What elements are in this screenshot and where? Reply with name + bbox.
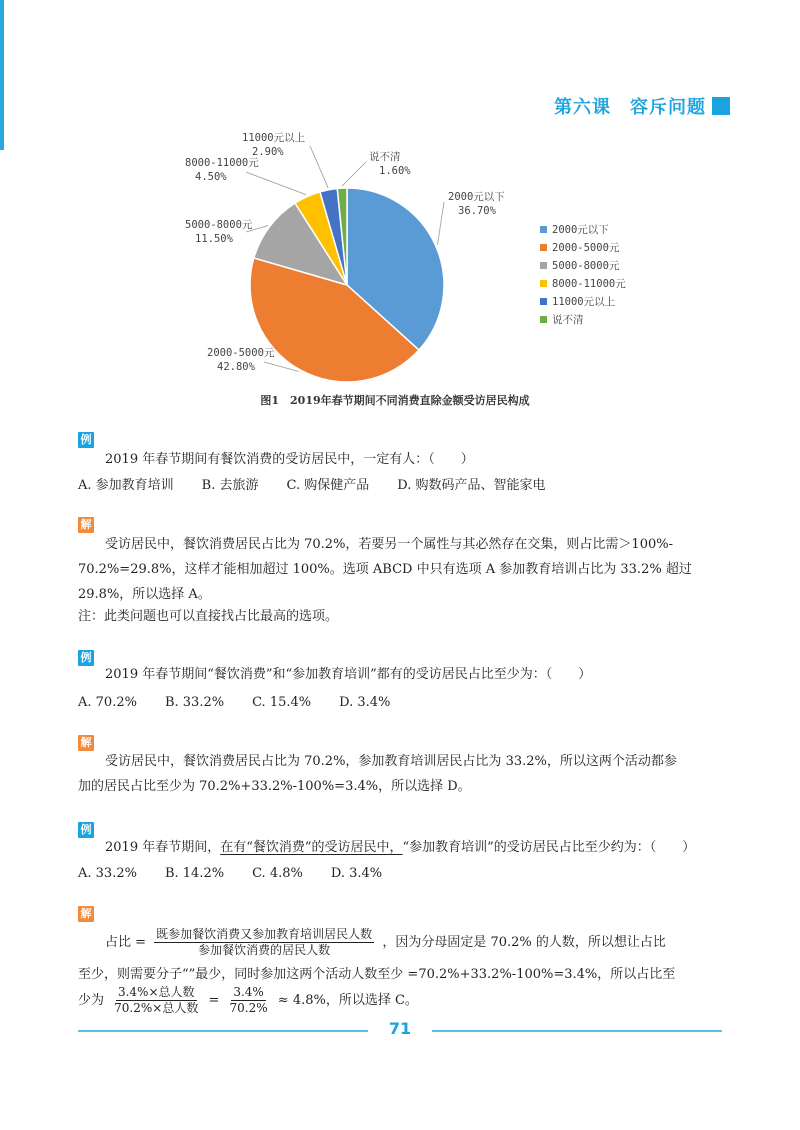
question-2: 2019 年春节期间“餐饮消费”和“参加教育培训”都有的受访居民占比至少为：（ ） bbox=[105, 667, 592, 682]
question-3 bbox=[105, 838, 730, 858]
example-tag: 例 bbox=[78, 432, 94, 448]
legend-swatch bbox=[540, 280, 547, 287]
leader-line bbox=[310, 146, 328, 188]
slice-label-value: 2.90% bbox=[252, 146, 284, 158]
question-2-options bbox=[78, 693, 728, 713]
slice-label-value: 1.60% bbox=[379, 165, 411, 177]
legend-label: 8000-11000元 bbox=[552, 278, 626, 290]
solution-2-line-1: 受访居民中，餐饮消费居民占比为 70.2%，参加教育培训居民占比为 33.2%，所以这两个活动都参 bbox=[105, 754, 677, 769]
pie-chart-figure bbox=[160, 130, 630, 420]
legend-swatch bbox=[540, 226, 547, 233]
legend-swatch bbox=[540, 244, 547, 251]
option-d: D. 3.4% bbox=[330, 866, 383, 881]
header-square-icon bbox=[712, 97, 730, 115]
solution-tag: 解 bbox=[78, 517, 94, 533]
leader-line bbox=[342, 162, 366, 186]
slice-label-name: 5000-8000元 bbox=[185, 219, 253, 231]
legend-swatch bbox=[540, 316, 547, 323]
solution-3-text: ，因为分母固定是 70.2% 的人数，所以想让占比 bbox=[382, 935, 666, 950]
fraction-3 bbox=[228, 985, 270, 1016]
example-tag: 例 bbox=[78, 822, 94, 838]
fraction-2 bbox=[112, 985, 200, 1016]
slice-label-value: 36.70% bbox=[458, 205, 496, 217]
legend-swatch bbox=[540, 298, 547, 305]
solution-3-line-2: 至少，则需要分子“”最少，同时参加这两个活动人数至少 =70.2%+33.2%-100%=3.4%，所以占比至 bbox=[78, 967, 676, 982]
legend-label: 2000-5000元 bbox=[552, 242, 620, 254]
fraction-denominator: 70.2%×总人数 bbox=[114, 1001, 199, 1015]
leader-line bbox=[246, 172, 306, 195]
legend-label: 5000-8000元 bbox=[552, 260, 620, 272]
option-b: B. 33.2% bbox=[164, 695, 225, 710]
solution-2-line-2: 加的居民占比至少为 70.2%+33.2%-100%=3.4%，所以选择 D。 bbox=[78, 779, 471, 794]
option-a: A. 参加教育培训 bbox=[78, 478, 174, 493]
legend-swatch bbox=[540, 262, 547, 269]
solution-3-suffix: ≈ 4.8%，所以选择 C。 bbox=[277, 993, 418, 1008]
option-b: B. 去旅游 bbox=[201, 478, 259, 493]
fraction-denominator: 参加餐饮消费的居民人数 bbox=[198, 943, 331, 957]
solution-1-line-1: 受访居民中，餐饮消费居民占比为 70.2%，若要另一个属性与其必然存在交集，则占比需＞100%- bbox=[105, 537, 673, 552]
solution-1-line-3: 29.8%，所以选择 A。 bbox=[78, 587, 211, 602]
left-edge-bar bbox=[0, 0, 4, 150]
leader-line bbox=[437, 202, 444, 245]
pie-chart bbox=[160, 130, 630, 390]
question-1-options bbox=[78, 476, 728, 496]
chart-caption: 图1 2019年春节期间不同消费直除金额受访居民构成 bbox=[260, 394, 530, 407]
slice-label-name: 2000-5000元 bbox=[207, 347, 275, 359]
footer-rule-left bbox=[78, 1030, 368, 1032]
solution-tag: 解 bbox=[78, 906, 94, 922]
question-3-options bbox=[78, 864, 728, 884]
option-a: A. 33.2% bbox=[78, 866, 137, 881]
option-c: C. 15.4% bbox=[252, 695, 312, 710]
ratio-label: 占比 = bbox=[105, 935, 147, 950]
option-d: D. 3.4% bbox=[339, 695, 391, 710]
question-3-prefix: 2019 年春节期间， bbox=[105, 840, 221, 855]
slice-label-value: 42.80% bbox=[217, 361, 255, 373]
footer-rule-right bbox=[432, 1030, 722, 1032]
slice-label-value: 4.50% bbox=[195, 171, 227, 183]
legend-label: 11000元以上 bbox=[552, 296, 616, 308]
option-c: C. 购保健产品 bbox=[286, 478, 370, 493]
slice-label-name: 说不清 bbox=[369, 151, 401, 163]
legend-label: 2000元以下 bbox=[552, 224, 609, 236]
fraction-numerator: 3.4% bbox=[233, 985, 264, 999]
option-a: A. 70.2% bbox=[78, 695, 137, 710]
slice-label-value: 11.50% bbox=[195, 233, 233, 245]
slice-label-name: 2000元以下 bbox=[448, 191, 505, 203]
solution-3-line-1 bbox=[105, 925, 730, 961]
solution-tag: 解 bbox=[78, 735, 94, 751]
fraction-numerator: 既参加餐饮消费又参加教育培训居民人数 bbox=[156, 927, 373, 941]
question-3-suffix: “参加教育培训”的受访居民占比至少约为：（ ） bbox=[402, 840, 696, 855]
question-3-underlined: 在有“餐饮消费”的受访居民中， bbox=[220, 840, 403, 855]
slice-label-name: 8000-11000元 bbox=[185, 157, 259, 169]
fraction-numerator: 3.4%×总人数 bbox=[117, 985, 195, 999]
fraction-denominator: 70.2% bbox=[229, 1001, 268, 1015]
solution-1-line-2: 70.2%=29.8%，这样才能相加超过 100%。选项 ABCD 中只有选项 A 参加教育培训占比为 33.2% 超过 bbox=[78, 562, 692, 577]
slice-label-name: 11000元以上 bbox=[242, 132, 306, 144]
equals-sign: = bbox=[208, 993, 220, 1008]
solution-1-note: 注：此类问题也可以直接找占比最高的选项。 bbox=[78, 609, 339, 624]
chapter-title: 第六课 容斥问题 bbox=[554, 97, 706, 118]
solution-3-line-3 bbox=[78, 983, 728, 1019]
example-tag: 例 bbox=[78, 650, 94, 666]
page-number: 71 bbox=[388, 1019, 412, 1038]
option-b: B. 14.2% bbox=[164, 866, 225, 881]
question-1: 2019 年春节期间有餐饮消费的受访居民中，一定有人：（ ） bbox=[105, 452, 474, 467]
option-d: D. 购数码产品、智能家电 bbox=[397, 478, 546, 493]
chapter-header bbox=[554, 93, 730, 119]
ratio-fraction bbox=[154, 927, 374, 958]
legend-label: 说不清 bbox=[552, 314, 584, 326]
option-c: C. 4.8% bbox=[252, 866, 303, 881]
solution-3-prefix: 少为 bbox=[78, 993, 105, 1008]
